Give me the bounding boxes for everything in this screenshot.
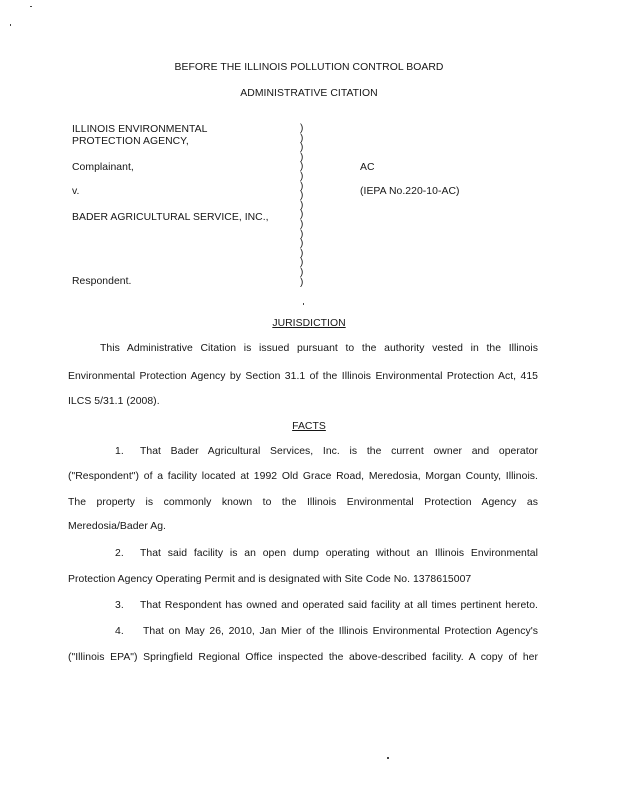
jurisdiction-line: Environmental Protection Agency by Section 31.1 of the Illinois Environmental Protection Act, 415 [68, 371, 538, 382]
fact-line: Meredosia/Bader Ag. [68, 521, 166, 532]
document-title: ADMINISTRATIVE CITATION [240, 88, 378, 99]
caption-paren: ) [300, 238, 304, 250]
complainant-name-line1: ILLINOIS ENVIRONMENTAL [72, 124, 208, 135]
jurisdiction-line: ILCS 5/31.1 (2008). [68, 396, 160, 407]
court-title: BEFORE THE ILLINOIS POLLUTION CONTROL BOARD [174, 62, 444, 73]
caption-paren: ) [300, 257, 304, 269]
caption-paren: ) [300, 142, 304, 154]
caption-paren: ) [300, 218, 304, 230]
caption-paren: ) [300, 151, 304, 163]
caption-paren: ) [300, 228, 304, 240]
facts-heading: FACTS [292, 421, 326, 432]
paragraph-number: 3. [115, 600, 124, 611]
caption-paren: ) [300, 190, 304, 202]
fact-line: ("Illinois EPA") Springfield Regional Office inspected the above-described facility. A copy of her [68, 652, 538, 663]
caption-paren: ) [300, 132, 304, 144]
scan-speck [387, 757, 389, 759]
caption-paren: ) [300, 170, 304, 182]
scan-speck [303, 303, 304, 305]
jurisdiction-heading: JURISDICTION [272, 318, 346, 329]
caption-paren: ) [300, 199, 304, 211]
fact-line: ("Respondent") of a facility located at 1992 Old Grace Road, Meredosia, Morgan County, Illinois. [68, 471, 538, 482]
scan-speck [30, 6, 32, 7]
fact-line: That Bader Agricultural Services, Inc. is the current owner and operator [140, 446, 538, 457]
complainant-label: Complainant, [72, 162, 134, 173]
caption-divider [300, 124, 303, 287]
caption-paren: ) [300, 161, 304, 173]
fact-line: That Respondent has owned and operated said facility at all times pertinent hereto. [140, 600, 538, 611]
case-number: (IEPA No.220-10-AC) [360, 186, 460, 197]
respondent-label: Respondent. [72, 276, 132, 287]
caption-paren: ) [300, 266, 304, 278]
scan-speck [10, 24, 11, 26]
caption-paren: ) [300, 247, 304, 259]
paragraph-number: 4. [115, 626, 124, 637]
fact-line: Protection Agency Operating Permit and is designated with Site Code No. 1378615007 [68, 574, 472, 585]
versus-label: v. [72, 186, 80, 197]
caption-paren: ) [300, 276, 304, 288]
paragraph-number: 1. [115, 446, 124, 457]
fact-line: The property is commonly known to the Illinois Environmental Protection Agency as [68, 497, 538, 508]
fact-line: That said facility is an open dump operating without an Illinois Environmental [140, 548, 538, 559]
respondent-name: BADER AGRICULTURAL SERVICE, INC., [72, 212, 269, 223]
caption-paren: ) [300, 209, 304, 221]
fact-line: That on May 26, 2010, Jan Mier of the Illinois Environmental Protection Agency's [143, 626, 538, 637]
complainant-name-line2: PROTECTION AGENCY, [72, 136, 189, 147]
caption-paren: ) [300, 123, 304, 134]
caption-paren: ) [300, 180, 304, 192]
case-type: AC [360, 162, 375, 173]
jurisdiction-line: This Administrative Citation is issued pursuant to the authority vested in the Illinois [100, 343, 538, 354]
paragraph-number: 2. [115, 548, 124, 559]
